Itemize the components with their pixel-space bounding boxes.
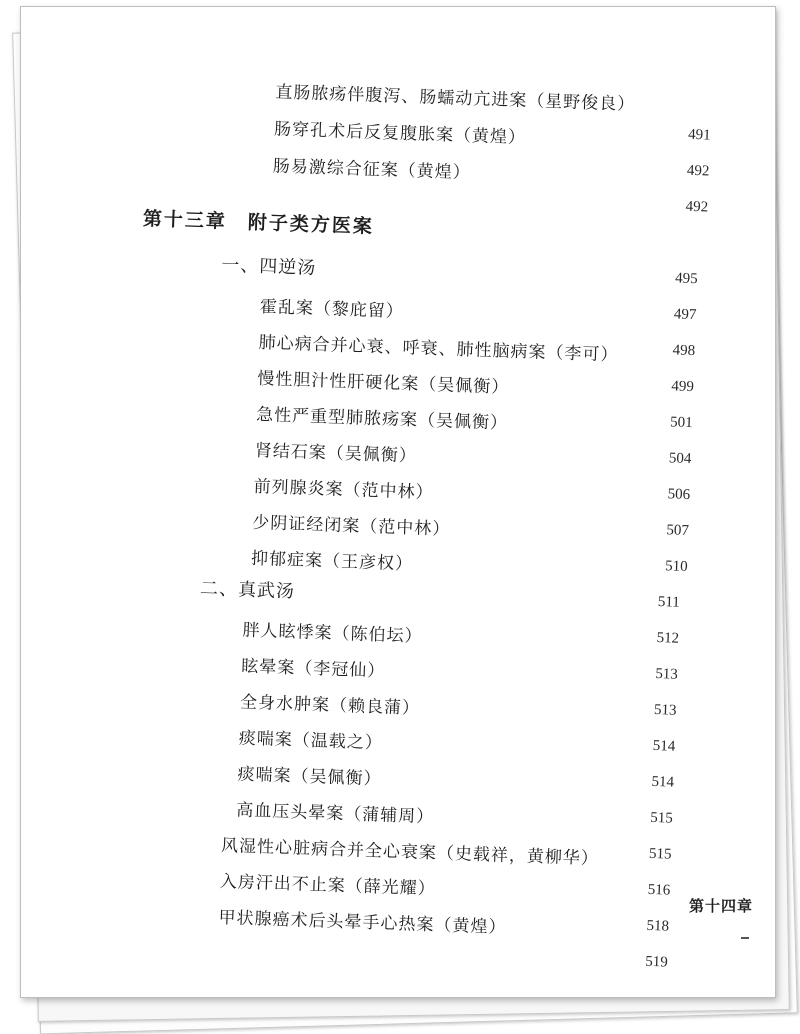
section-title: 二、真武汤 xyxy=(199,578,296,603)
toc-entry: 前列腺炎案（范中林） xyxy=(253,476,434,504)
page-number: 513 xyxy=(655,665,679,683)
toc-entry: 肠易激综合征案（黄煌） xyxy=(272,156,472,184)
toc-entry: 抑郁症案（王彦权） xyxy=(250,548,414,575)
toc-entry: 肺心病合并心衰、呼衰、肺性脑病案（李可） xyxy=(258,332,619,366)
toc-entry: 肾结石案（吴佩衡） xyxy=(254,440,418,467)
toc-entry: 眩晕案（李冠仙） xyxy=(240,656,386,682)
page-number: 501 xyxy=(669,414,693,432)
toc-entry: 痰喘案（吴佩衡） xyxy=(237,764,382,790)
page-number: 491 xyxy=(687,126,711,144)
toc-entry: 甲状腺癌术后头晕手心热案（黄煌） xyxy=(218,907,507,938)
next-chapter-label: 第十四章 xyxy=(688,897,753,915)
page-number: 510 xyxy=(664,558,688,576)
page-number: 518 xyxy=(646,917,670,935)
book-page xyxy=(20,6,776,998)
toc-entry: 肠穿孔术后反复腹胀案（黄煌） xyxy=(273,119,527,149)
page-number: 514 xyxy=(652,737,676,755)
toc-entry: 全身水肿案（赖良蒲） xyxy=(239,692,421,719)
page-number: 507 xyxy=(666,522,690,540)
page-number: 514 xyxy=(651,773,675,791)
toc-entry: 慢性胆汁性肝硬化案（吴佩衡） xyxy=(257,368,510,398)
toc-entry: 痰喘案（温载之） xyxy=(238,728,384,754)
page-number: 499 xyxy=(671,378,695,396)
toc-entry: 高血压头晕案（蒲辅周） xyxy=(235,800,435,828)
page-number: 506 xyxy=(667,486,691,504)
page-number: 513 xyxy=(653,701,677,719)
toc-entry: 胖人眩悸案（陈伯坛） xyxy=(242,620,423,647)
toc-entry: 急性严重型肺脓疡案（吴佩衡） xyxy=(255,404,509,434)
page-content xyxy=(20,6,776,998)
section-title: 一、四逆汤 xyxy=(220,254,317,279)
page-number: 512 xyxy=(656,630,680,647)
toc-entry: 直肠脓疡伴腹泻、肠蠕动亢进案（星野俊良） xyxy=(275,82,636,115)
page-number: 497 xyxy=(673,306,697,324)
page-number: 498 xyxy=(672,342,696,360)
page-number: 495 xyxy=(674,270,698,288)
page-number: 515 xyxy=(648,845,672,863)
toc-entry: 霍乱案（黎庇留） xyxy=(259,296,405,322)
toc-entry: 风湿性心脏病合并全心衰案（史载祥，黄柳华） xyxy=(220,835,600,870)
toc-entry: 入房汗出不止案（薛光耀） xyxy=(219,871,437,900)
page-number: 519 xyxy=(644,953,669,971)
chapter-title: 第十三章 附子类方医案 xyxy=(142,207,375,238)
page-number: 511 xyxy=(657,594,681,611)
toc-entry: 少阴证经闭案（范中林） xyxy=(252,512,451,540)
page-number: 492 xyxy=(686,162,710,180)
page-edge-mark xyxy=(741,937,749,939)
page-number: 515 xyxy=(650,809,674,827)
page-number: 504 xyxy=(668,450,692,468)
page-number: 516 xyxy=(647,881,671,899)
page-number: 492 xyxy=(685,198,709,216)
